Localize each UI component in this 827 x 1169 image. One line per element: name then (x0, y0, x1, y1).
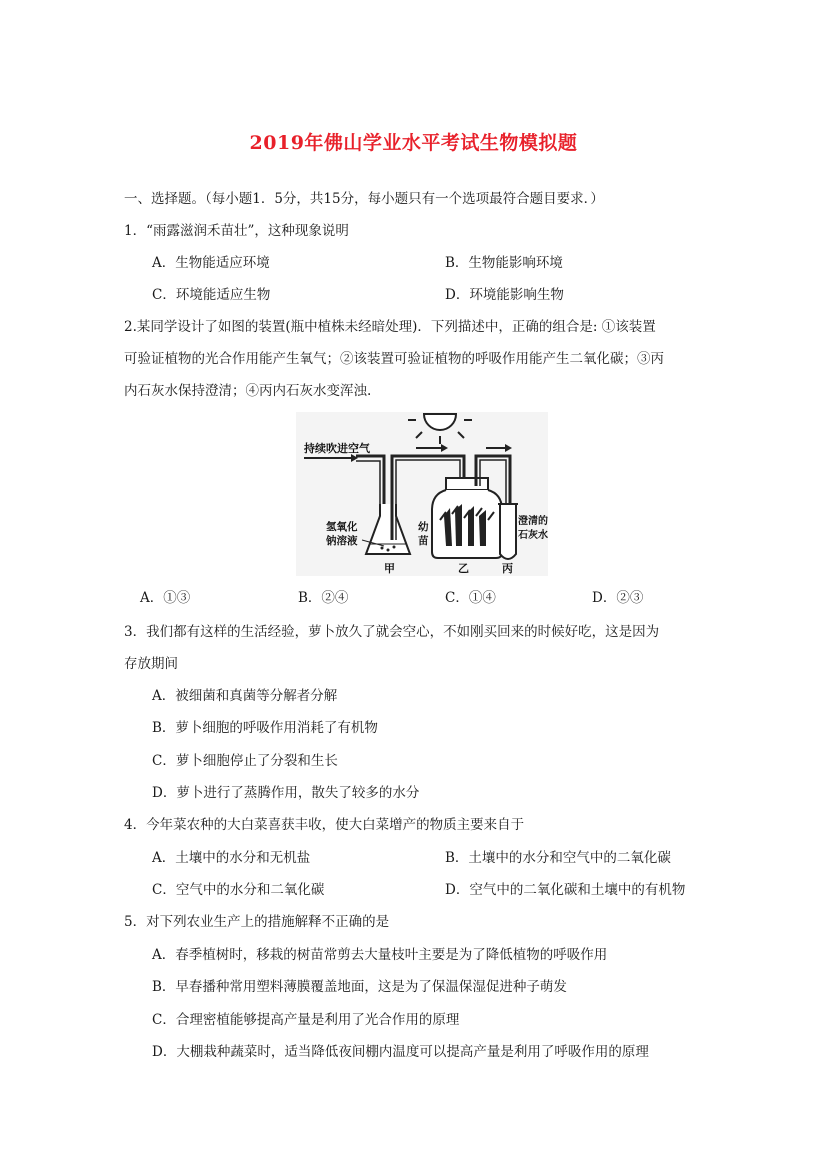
naoh-label-line-1: 氢氧化 (326, 521, 358, 533)
question-5-option-d[interactable]: D．大棚栽种蔬菜时，适当降低夜间棚内温度可以提高产量是利用了呼吸作用的原理 (152, 1044, 649, 1060)
question-4-option-b[interactable]: B．土壤中的水分和空气中的二氧化碳 (445, 850, 671, 866)
question-2-stem-line-2: 可验证植物的光合作用能产生氧气；②该装置可验证植物的呼吸作用能产生二氧化碳；③丙 (124, 351, 664, 367)
question-1-option-a[interactable]: A．生物能适应环境 (152, 255, 270, 271)
question-4-stem: 4．今年菜农种的大白菜喜获丰收，使大白菜增产的物质主要来自于 (124, 817, 525, 833)
question-5-option-b[interactable]: B．早春播种常用塑料薄膜覆盖地面，这是为了保温保湿促进种子萌发 (152, 979, 567, 995)
label-bing: 丙 (502, 562, 513, 575)
blow-air-label: 持续吹进空气 (304, 442, 370, 455)
question-3-stem-line-2: 存放期间 (124, 656, 178, 672)
label-jia: 甲 (384, 562, 395, 575)
question-2-option-c[interactable]: C．①④ (445, 590, 496, 606)
question-2-option-b[interactable]: B．②④ (298, 590, 349, 606)
label-yi: 乙 (458, 562, 469, 575)
question-2-option-a[interactable]: A．①③ (140, 590, 191, 606)
question-3-option-b[interactable]: B．萝卜细胞的呼吸作用消耗了有机物 (152, 720, 378, 736)
question-1-option-d[interactable]: D．环境能影响生物 (445, 287, 564, 303)
apparatus-figure (296, 412, 548, 576)
page-title: 2019年佛山学业水平考试生物模拟题 (249, 132, 578, 154)
question-4-option-c[interactable]: C．空气中的水分和二氧化碳 (152, 882, 325, 898)
question-3-option-a[interactable]: A．被细菌和真菌等分解者分解 (152, 688, 338, 704)
question-3-stem-line-1: 3．我们都有这样的生活经验，萝卜放久了就会空心，不如刚买回来的时候好吃，这是因为 (124, 624, 660, 640)
question-2-stem-line-3: 内石灰水保持澄清；④丙内石灰水变浑浊. (124, 383, 372, 399)
question-1-option-b[interactable]: B．生物能影响环境 (445, 255, 563, 271)
limewater-label-line-1: 澄清的 (518, 516, 548, 527)
question-1-option-c[interactable]: C．环境能适应生物 (152, 287, 271, 303)
question-4-option-d[interactable]: D．空气中的二氧化碳和土壤中的有机物 (445, 882, 686, 898)
question-2-stem-line-1: 2.某同学设计了如图的装置(瓶中植株未经暗处理)．下列描述中，正确的组合是: ①该装置 (124, 319, 656, 335)
limewater-label-line-2: 石灰水 (518, 530, 548, 541)
section-heading: 一、选择题。（每小题1．5分，共15分，每小题只有一个选项最符合题目要求．） (124, 191, 604, 207)
seedling-label-line-1: 幼 (418, 521, 429, 533)
question-3-option-c[interactable]: C．萝卜细胞停止了分裂和生长 (152, 753, 338, 769)
question-5-option-a[interactable]: A．春季植树时，移栽的树苗常剪去大量枝叶主要是为了降低植物的呼吸作用 (152, 947, 608, 963)
question-3-option-d[interactable]: D．萝卜进行了蒸腾作用，散失了较多的水分 (152, 785, 420, 801)
question-2-option-d[interactable]: D．②③ (592, 590, 644, 606)
question-5-stem: 5．对下列农业生产上的措施解释不正确的是 (124, 914, 390, 930)
question-1-stem: 1．“雨露滋润禾苗壮”，这种现象说明 (124, 223, 349, 239)
question-4-option-a[interactable]: A．土壤中的水分和无机盐 (152, 850, 311, 866)
question-5-option-c[interactable]: C．合理密植能够提高产量是利用了光合作用的原理 (152, 1012, 460, 1028)
naoh-label-line-2: 钠溶液 (326, 535, 358, 547)
seedling-label-line-2: 苗 (418, 535, 429, 547)
